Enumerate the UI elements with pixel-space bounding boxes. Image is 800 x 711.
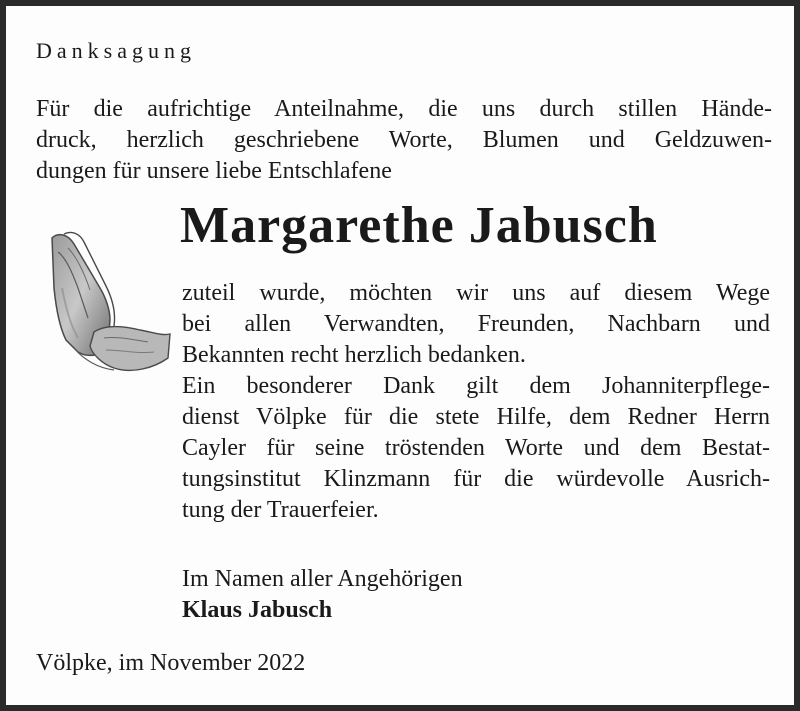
body-line: tung der Trauerfeier. [182,497,379,523]
signature-block [182,564,463,626]
praying-hands-icon [44,228,174,378]
intro-paragraph [36,94,772,187]
place-date: Völpke, im November 2022 [36,650,306,676]
notice-heading: Danksagung [36,38,196,63]
body-line: bei allen Verwandten, Freunden, Nachbarn und [182,311,770,337]
signature-intro: Im Namen aller Angehörigen [182,566,463,592]
intro-line: Für die aufrichtige Anteilnahme, die uns durch stillen Hände- [36,96,772,122]
signature-name: Klaus Jabusch [182,597,333,623]
body-line: Bekannten recht herzlich bedanken. [182,342,526,368]
body-paragraph [182,278,770,526]
deceased-name: Margarethe Jabusch [180,197,658,254]
body-line: Ein besonderer Dank gilt dem Johanniterpflege- [182,373,770,399]
body-line: dienst Völpke für die stete Hilfe, dem Redner Herrn [182,404,770,430]
intro-line: druck, herzlich geschriebene Worte, Blumen und Geldzuwen- [36,127,772,153]
body-line: Cayler für seine tröstenden Worte und dem Bestat- [182,435,770,461]
body-line: tungsinstitut Klinzmann für die würdevolle Ausrich- [182,466,770,492]
intro-line: dungen für unsere liebe Entschlafene [36,158,392,184]
body-line: zuteil wurde, möchten wir uns auf diesem Wege [182,280,770,306]
